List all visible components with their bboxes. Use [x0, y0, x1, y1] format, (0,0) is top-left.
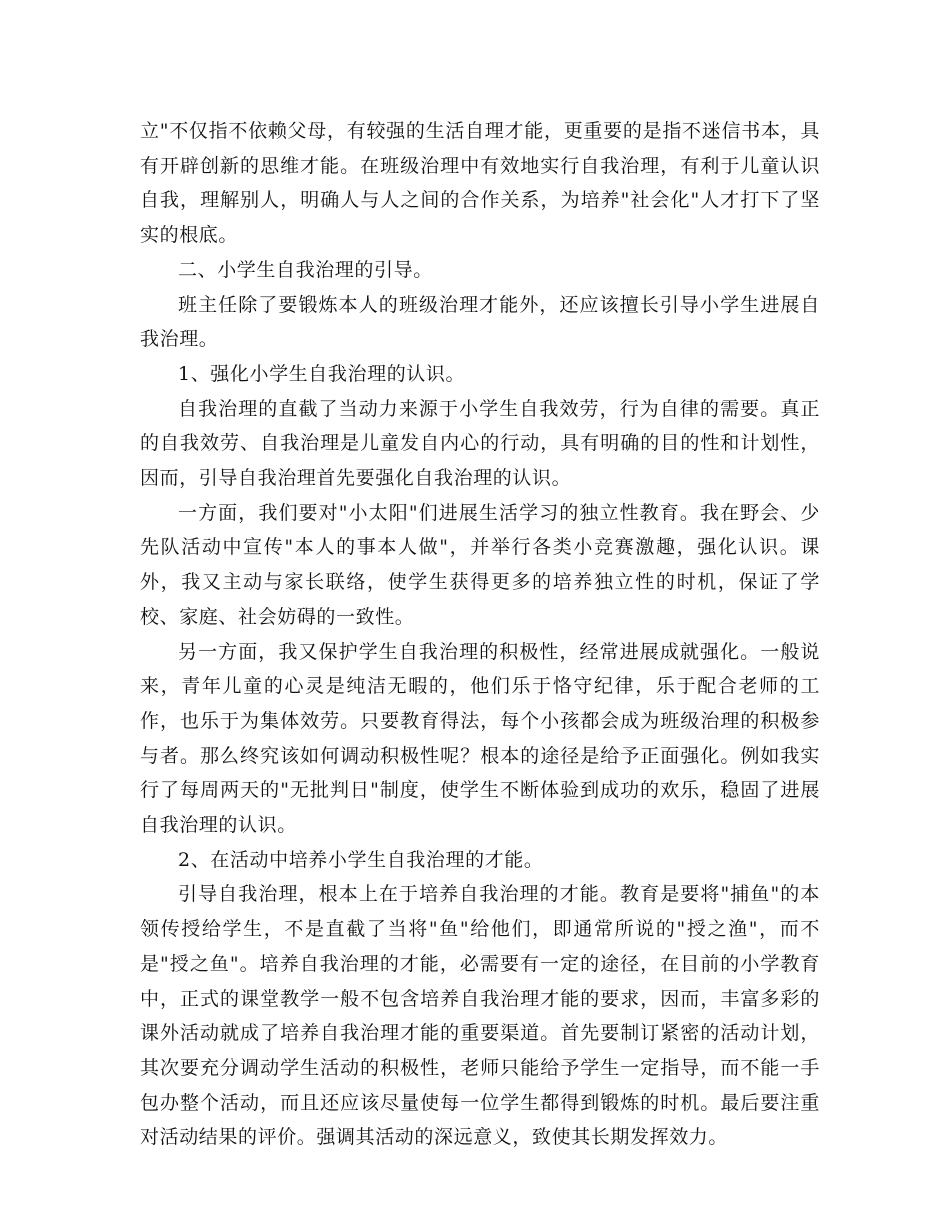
subheading-2: 2、在活动中培养小学生自我治理的才能。 — [178, 848, 544, 871]
paragraph: 另一方面，我又保护学生自我治理的积极性，经常进展成就强化。一般说来，青年儿童的心灵是纯洁无暇的，他们乐于恪守纪律，乐于配合老师的工作，也乐于为集体效劳。只要教育得法，每个小孩都会成为班级治理的积极参与者。那么终究该如何调动积极性呢？根本的途径是给予正面强化。例如我实行了每周两天的"无批判日"制度，使学生不断体验到成功的欢乐，稳固了进展自我治理的认识。 — [140, 640, 820, 837]
subheading-1: 1、强化小学生自我治理的认识。 — [178, 362, 466, 385]
paragraph: 一方面，我们要对"小太阳"们进展生活学习的独立性教育。我在野会、少先队活动中宣传"本人的事本人做"，并举行各类小竞赛激趣，强化认识。课外，我又主动与家长联络，使学生获得更多的培养独立性的时机，保证了学校、家庭、社会妨碍的一致性。 — [140, 501, 820, 628]
document-body — [140, 114, 820, 1155]
section-heading-2: 二、小学生自我治理的引导。 — [178, 258, 433, 281]
paragraph: 班主任除了要锻炼本人的班级治理才能外，还应该擅长引导小学生进展自我治理。 — [140, 293, 820, 351]
paragraph-continuation: 立"不仅指不依赖父母，有较强的生活自理才能，更重要的是指不迷信书本，具有开辟创新的思维才能。在班级治理中有效地实行自我治理，有利于儿童认识自我，理解别人，明确人与人之间的合作关系，为培养"社会化"人才打下了坚实的根底。 — [140, 120, 820, 247]
paragraph: 引导自我治理，根本上在于培养自我治理的才能。教育是要将"捕鱼"的本领传授给学生，不是直截了当将"鱼"给他们，即通常所说的"授之渔"，而不是"授之鱼"。培养自我治理的才能，必需要有一定的途径，在目前的小学教育中，正式的课堂教学一般不包含培养自我治理才能的要求，因而，丰富多彩的课外活动就成了培养自我治理才能的重要渠道。首先要制订紧密的活动计划，其次要充分调动学生活动的积极性，老师只能给予学生一定指导，而不能一手包办整个活动，而且还应该尽量使每一位学生都得到锻炼的时机。最后要注重对活动结果的评价。强调其活动的深远意义，致使其长期发挥效力。 — [140, 883, 820, 1149]
paragraph: 自我治理的直截了当动力来源于小学生自我效劳，行为自律的需要。真正的自我效劳、自我治理是儿童发自内心的行动，具有明确的目的性和计划性，因而，引导自我治理首先要强化自我治理的认识。 — [140, 397, 820, 490]
